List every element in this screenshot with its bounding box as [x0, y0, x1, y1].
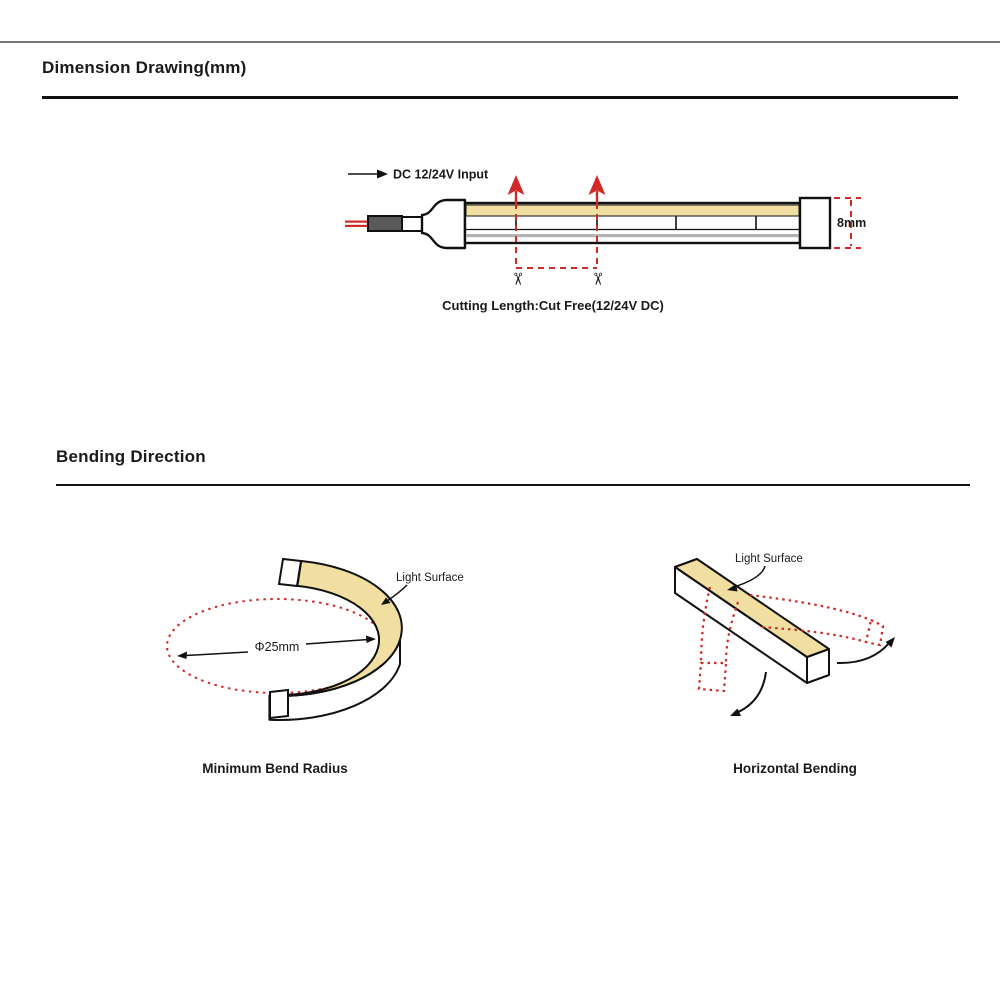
- strip-height-label: 8mm: [837, 216, 867, 230]
- dimension-drawing: [330, 145, 890, 320]
- min-bend-radius-figure: [150, 545, 480, 750]
- diameter-label: Φ25mm: [254, 640, 300, 654]
- section-title-bending: Bending Direction: [56, 447, 206, 466]
- section-title-dimension: Dimension Drawing(mm): [42, 58, 247, 77]
- light-surface-leader-arrow-icon: [727, 566, 765, 592]
- cut-point-arrow-icon: [508, 175, 525, 203]
- straight-strip-bar: [675, 559, 829, 683]
- section-divider-dimension: [42, 96, 958, 99]
- diameter-arrow-left-icon: [177, 652, 248, 660]
- strip-end-face-bottom: [270, 690, 288, 718]
- scissors-icon: ✂: [508, 271, 527, 287]
- horizontal-bending-figure: [650, 530, 990, 740]
- strip-end-face-top: [279, 559, 301, 586]
- diameter-arrow-right-icon: [306, 636, 376, 645]
- light-surface-label: Light Surface: [735, 553, 803, 565]
- dc-input-arrow-icon: [348, 170, 388, 179]
- cut-point-arrow-icon: [589, 175, 606, 203]
- light-surface-label: Light Surface: [396, 572, 464, 584]
- power-wire-icon: [345, 216, 422, 231]
- dc-input-label: DC 12/24V Input: [393, 167, 489, 182]
- scissors-icon: ✂: [588, 271, 607, 287]
- section-divider-bending: [56, 484, 970, 486]
- top-divider: [0, 41, 1000, 43]
- caption-min-bend-radius: Minimum Bend Radius: [202, 761, 348, 776]
- end-cap: [800, 198, 830, 248]
- bend-arrow-left-icon: [730, 672, 766, 716]
- caption-horizontal-bending: Horizontal Bending: [733, 761, 857, 776]
- connector-plug: [422, 200, 465, 248]
- cutting-length-label: Cutting Length:Cut Free(12/24V DC): [442, 298, 664, 313]
